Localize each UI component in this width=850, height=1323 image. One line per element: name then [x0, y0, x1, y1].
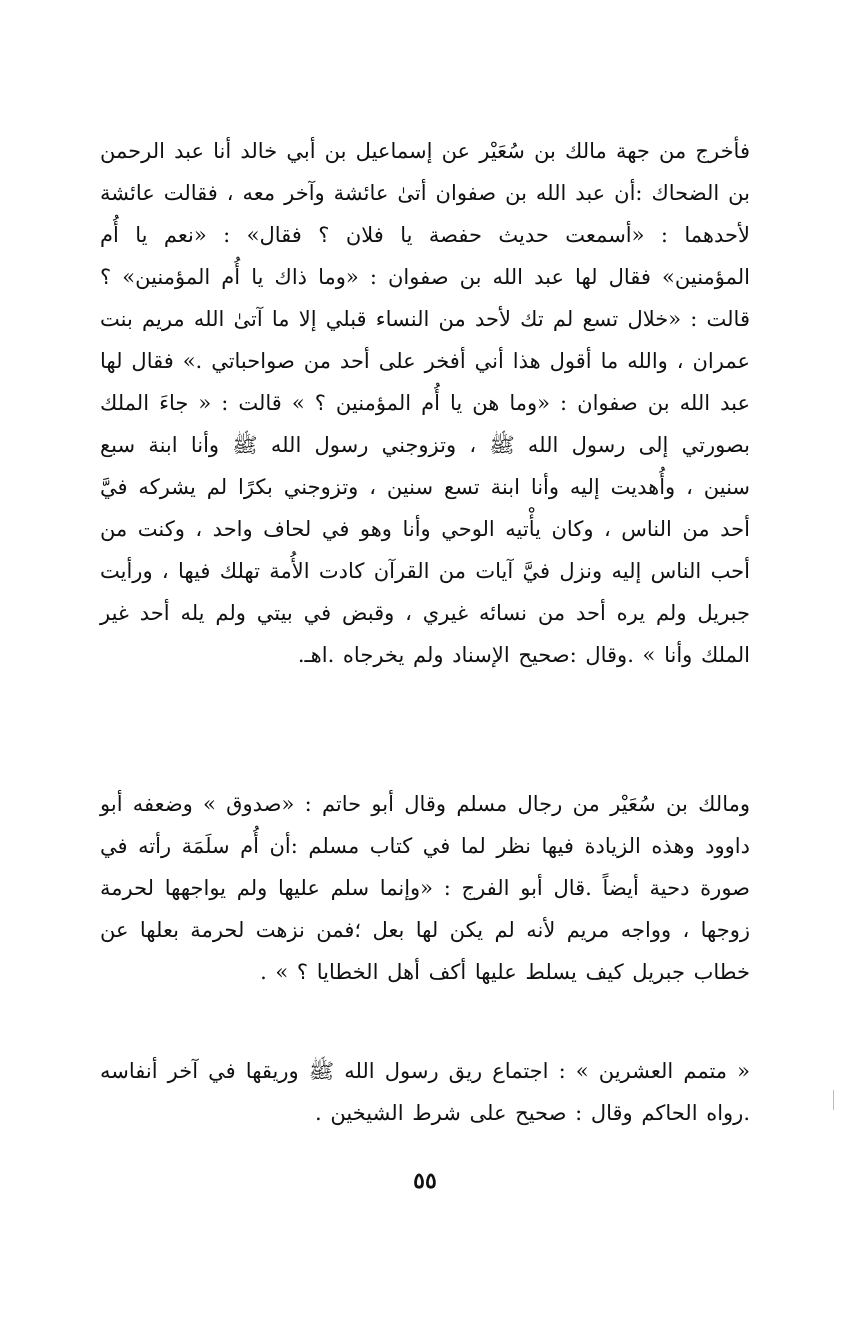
page-number: ٥٥ — [413, 1168, 437, 1194]
paragraph-text-2: ومالك بن سُعَيْر من رجال مسلم وقال أبو حاتم : «صدوق » وضعفه أبو داوود وهذه الزيادة فيها نظر لما في كتاب مسلم :أن أُم سلَمَة رأته في صورة دحية أيضاً .قال أبو الفرج : «وإنما سلم عليها ولم يواجهها لحرمة زوجها ، وواجه مريم لأنه لم يكن لها بعل ؛فمن نزهت لحرمة بعلها عن خطاب جبريل كيف يسلط عليها أكف أهل الخطايا ؟ » . — [100, 792, 750, 984]
paragraph-text-3: « متمم العشرين » : اجتماع ريق رسول الله ﷺ وريقها في آخر أنفاسه .رواه الحاكم وقال : صحيح على شرط الشيخين . — [100, 1059, 750, 1125]
document-paragraph-3 — [100, 1050, 750, 1134]
document-paragraph-1 — [100, 130, 750, 676]
margin-mark — [833, 1090, 834, 1110]
paragraph-text-1: فأخرج من جهة مالك بن سُعَيْر عن إسماعيل بن أبي خالد أنا عبد الرحمن بن الضحاك :أن عبد الله بن صفوان أتىٰ عائشة وآخر معه ، فقالت عائشة لأحدهما : «أسمعت حديث حفصة يا فلان ؟ فقال» : «نعم يا أُم المؤمنين» فقال لها عبد الله بن صفوان : «وما ذاك يا أُم المؤمنين» ؟ قالت : «خلال تسع لم تك لأحد من النساء قبلي إلا ما آتىٰ الله مريم بنت عمران ، والله ما أقول هذا أني أفخر على أحد من صواحباتي .» فقال لها عبد الله بن صفوان : «وما هن يا أُم المؤمنين ؟ » قالت : « جاءَ الملك بصورتي إلى رسول الله ﷺ ، وتزوجني رسول الله ﷺ وأنا ابنة سبع سنين ، وأُهديت إليه وأنا ابنة تسع سنين ، وتزوجني بكرًا لم يشركه فيَّ أحد من الناس ، وكان يأْتيه الوحي وأنا وهو في لحاف واحد ، وكنت من أحب الناس إليه ونزل فيَّ آيات من القرآن كادت الأُمة تهلك فيها ، ورأيت جبريل ولم يره أحد من نسائه غيري ، وقبض في بيتي ولم يله أحد غير الملك وأنا » .وقال :صحيح الإسناد ولم يخرجاه .اهـ. — [100, 139, 750, 667]
document-paragraph-2 — [100, 783, 750, 993]
